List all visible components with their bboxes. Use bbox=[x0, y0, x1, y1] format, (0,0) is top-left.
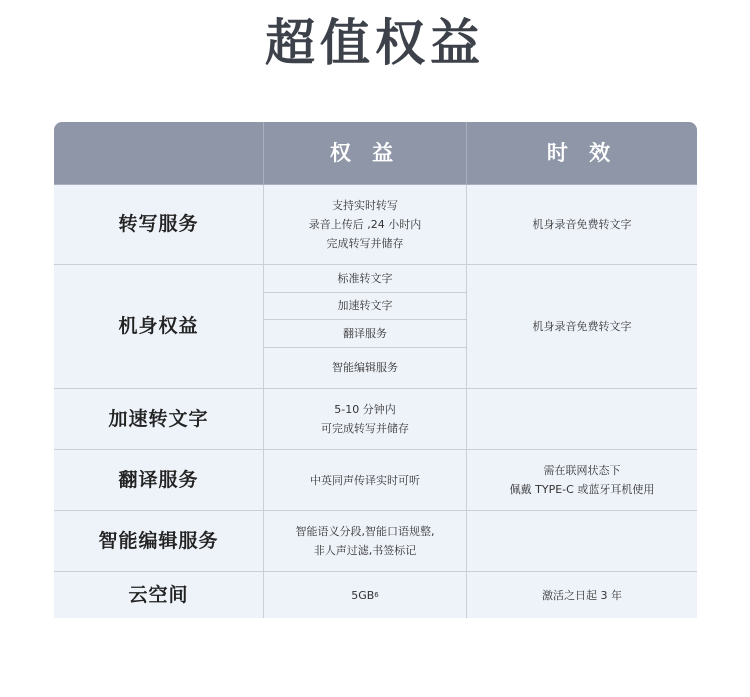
row-benefit-cloud-space bbox=[264, 572, 467, 618]
row-benefit-transcription bbox=[264, 185, 467, 265]
benefit-line: 可完成转写并储存 bbox=[321, 422, 409, 435]
row-validity-fast-transcription bbox=[467, 389, 697, 450]
benefit-line: 非人声过滤,书签标记 bbox=[313, 544, 417, 557]
row-name-fast-transcription: 加速转文字 bbox=[54, 389, 264, 450]
header-benefit: 权 益 bbox=[264, 122, 467, 185]
benefits-table bbox=[54, 122, 697, 618]
row-benefit-fast-transcription bbox=[264, 389, 467, 450]
benefit-line: 支持实时转写 bbox=[332, 199, 398, 212]
benefit-line: 录音上传后 ,24 小时内 bbox=[308, 218, 422, 231]
benefit-subitem: 标准转文字 bbox=[264, 265, 466, 293]
benefit-subitem: 智能编辑服务 bbox=[332, 361, 398, 374]
row-name-cloud-space: 云空间 bbox=[54, 572, 264, 618]
row-benefit-smart-editing bbox=[264, 511, 467, 572]
benefit-line: 5-10 分钟内 bbox=[334, 403, 396, 416]
benefit-line: 完成转写并储存 bbox=[326, 237, 404, 250]
header-validity: 时 效 bbox=[467, 122, 697, 185]
page-title: 超值权益 bbox=[265, 14, 485, 72]
row-validity-cloud-space: 激活之日起 3 年 bbox=[542, 588, 622, 602]
row-validity-smart-editing bbox=[467, 511, 697, 572]
benefit-subitem: 加速转文字 bbox=[264, 293, 466, 321]
row-name-transcription: 转写服务 bbox=[54, 185, 264, 265]
footnote-marker: 6 bbox=[374, 590, 379, 599]
row-benefit-device-benefits bbox=[264, 265, 467, 389]
row-validity-device-benefits: 机身录音免费转文字 bbox=[467, 265, 697, 389]
cloud-storage-value: 5GB bbox=[351, 588, 375, 602]
row-benefit-translation: 中英同声传译实时可听 bbox=[264, 450, 467, 511]
benefit-line: 智能语义分段,智能口语规整, bbox=[295, 525, 435, 538]
benefit-subitem: 翻译服务 bbox=[264, 320, 466, 348]
row-name-smart-editing: 智能编辑服务 bbox=[54, 511, 264, 572]
row-name-device-benefits: 机身权益 bbox=[54, 265, 264, 389]
row-validity-transcription: 机身录音免费转文字 bbox=[467, 185, 697, 265]
row-name-translation: 翻译服务 bbox=[54, 450, 264, 511]
validity-line: 佩戴 TYPE-C 或蓝牙耳机使用 bbox=[509, 483, 655, 496]
validity-line: 需在联网状态下 bbox=[543, 464, 621, 477]
header-corner bbox=[54, 122, 264, 185]
row-validity-translation bbox=[467, 450, 697, 511]
